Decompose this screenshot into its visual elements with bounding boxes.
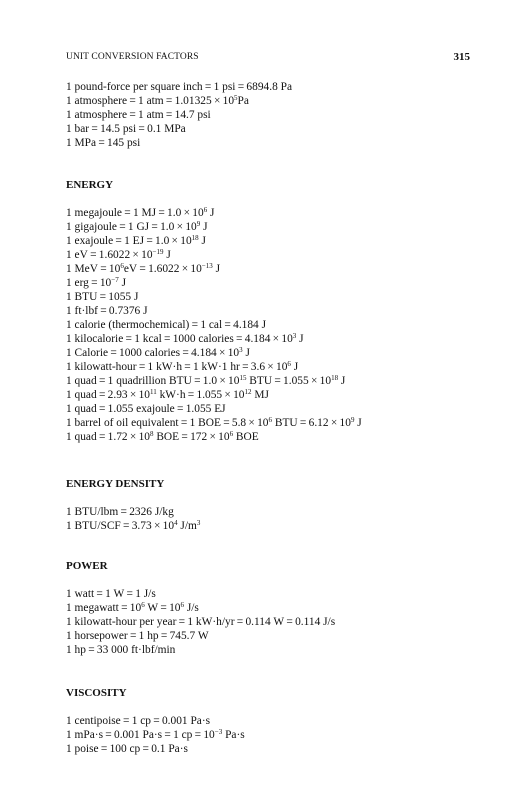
conversion-line: 1 gigajoule = 1 GJ = $1.0 \times 10^9$ J [66, 220, 208, 233]
conversion-line: 1 quad = 1 quadrillion BTU = $1.0 \times 10^{15}$ BTU = $1.055 \times 10^{18}$ J [66, 374, 346, 387]
conversion-line: 1 calorie (thermochemical) = 1 cal = 4.184 J [66, 319, 267, 331]
section-heading-energy: ENERGY [66, 179, 114, 191]
conversion-line: 1 kilowatt-hour per year = 1 kW·h/yr = 0.114 W = 0.114 J/s [66, 616, 336, 628]
section-heading-energy-density: ENERGY DENSITY [66, 478, 165, 490]
conversion-line: 1 quad = 1.055 exajoule = 1.055 EJ [66, 403, 226, 415]
conversion-line: 1 erg = $10^{-7}$ J [66, 276, 126, 289]
conversion-line: 1 atmosphere = 1 atm = 14.7 psi [66, 109, 211, 121]
conversion-line: 1 megajoule = 1 MJ = $1.0 \times 10^6$ J [66, 206, 215, 219]
conversion-line: 1 barrel of oil equivalent = 1 BOE = $5.8 \times 10^6$ BTU = $6.12 \times 10^9$ J [66, 416, 362, 429]
conversion-line: 1 kilocalorie = 1 kcal = 1000 calories = $4.184 \times 10^3$ J [66, 332, 304, 345]
conversion-line: 1 centipoise = 1 cp = 0.001 Pa·s [66, 715, 211, 727]
conversion-line: 1 $BTU/SCF = 3.73 \times 10^4$ $J/m^3$ [66, 519, 201, 532]
section-heading-viscosity: VISCOSITY [66, 687, 127, 699]
conversion-line: 1 horsepower = 1 hp = 745.7 W [66, 630, 209, 642]
conversion-line: 1 megawatt = $10^6$ $W = 10^6$ J/s [66, 601, 199, 614]
conversion-line: 1 kilowatt-hour = 1 kW·h = 1 kW·1 hr = $3.6 \times 10^6$ J [66, 360, 299, 373]
conversion-line: 1 quad = $1.72 \times 10^8$ BOE = $172 \times 10^6$ BOE [66, 430, 259, 443]
conversion-line: 1 quad = $2.93 \times 10^{11}$ $kW\cdot h = 1.055 \times 10^{12}$ MJ [66, 388, 269, 401]
conversion-line: 1 pound-force per square inch = 1 psi = 6894.8 Pa [66, 81, 292, 93]
conversion-line: 1 atmosphere = 1 atm = $1.01325 \times 10^5Pa$ [66, 94, 249, 107]
running-head [66, 52, 470, 66]
conversion-line: 1 BTU = 1055 J [66, 291, 139, 303]
conversion-line: 1 watt = 1 W = 1 J/s [66, 588, 156, 600]
section-heading-power: POWER [66, 560, 108, 572]
conversion-line: 1 MPa = 145 psi [66, 137, 141, 149]
conversion-line: 1 eV = $1.6022 \times 10^{-19}$ J [66, 248, 171, 261]
conversion-line: 1 ft·lbf = 0.7376 J [66, 305, 148, 317]
conversion-line: 1 exajoule = 1 EJ = $1.0 \times 10^{18}$ J [66, 234, 206, 247]
conversion-line: 1 bar = 14.5 psi = 0.1 MPa [66, 123, 186, 135]
conversion-line: 1 poise = 100 cp = 0.1 Pa·s [66, 743, 188, 755]
page-number: 315 [453, 51, 470, 63]
conversion-line: 1 Calorie = 1000 calories = $4.184 \times 10^3$ J [66, 346, 250, 359]
conversion-line: 1 BTU/lbm = 2326 J/kg [66, 506, 174, 518]
running-title: UNIT CONVERSION FACTORS [66, 52, 199, 62]
conversion-line: 1 hp = 33 000 ft·lbf/min [66, 644, 176, 656]
conversion-line: 1 MeV = $10^6eV = 1.6022 \times 10^{-13}$ J [66, 262, 221, 275]
conversion-line: 1 mPa·s = 0.001 Pa·s = 1 cp = $10^{-3}$ Pa·s [66, 728, 245, 741]
